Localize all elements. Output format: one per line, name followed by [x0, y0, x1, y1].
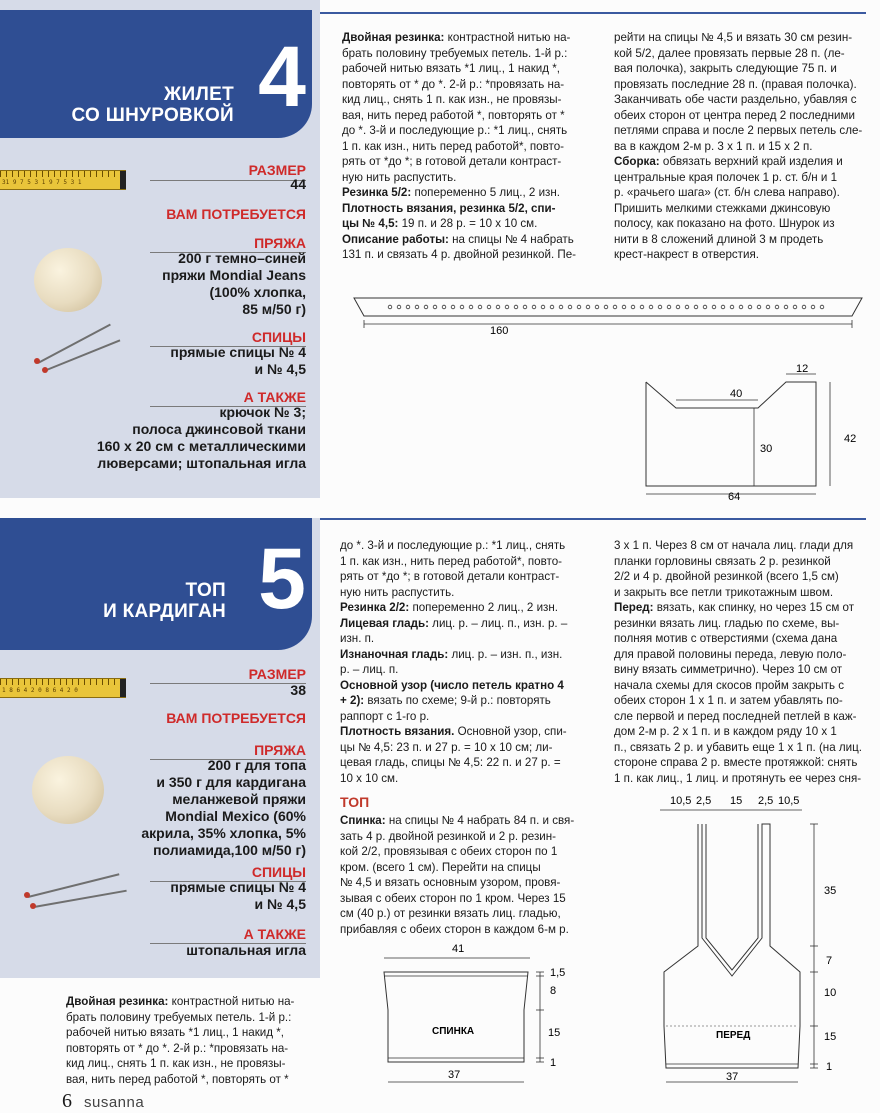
text-line: планки горловины связать 2 р. резинкой — [614, 554, 831, 568]
text-line: вая полочка), закрыть следующие 75 п. и — [614, 62, 837, 75]
project4-title-line2: СО ШНУРОВКОЙ — [71, 105, 234, 126]
grommet-hole — [433, 305, 437, 309]
tape-measure-icon: 31 9 7 5 3 1 9 7 5 3 1 — [0, 170, 126, 190]
text-line: кой 5/2, далее провязать первые 28 п. (ле- — [614, 46, 845, 60]
text-line: для правой половины переда, левую поло- — [614, 647, 847, 661]
text-line: начала схемы для скосов пройм закрыть с — [614, 678, 845, 692]
project4-title-line1: ЖИЛЕТ — [164, 84, 234, 105]
text-line: повторять от * до *. 2-й р.: *провязать на- — [342, 77, 565, 91]
needles-heading: СПИЦЫ — [251, 329, 306, 345]
text-line: до *. 3-й и последующие р.: *1 лиц., снять — [340, 539, 566, 552]
needles-text — [170, 344, 306, 378]
grommet-hole — [532, 305, 536, 309]
grommet-hole — [802, 305, 806, 309]
needles-line: прямые спицы № 4 — [170, 344, 306, 360]
needles-line: прямые спицы № 4 — [170, 879, 306, 895]
text-line: кид лиц., снять 1 п. как изн., не провязы- — [66, 1057, 286, 1070]
text-line: рять от *до *; в готовой детали контраст- — [342, 155, 562, 168]
section-rule — [320, 518, 866, 520]
front-dim-top-1: 2,5 — [696, 795, 712, 807]
also-line: полоса джинсовой ткани — [132, 421, 306, 437]
also-heading: А ТАКЖЕ — [243, 389, 306, 405]
need-heading: ВАМ ПОТРЕБУЕТСЯ — [166, 206, 306, 222]
grommet-hole — [739, 305, 743, 309]
also-text — [97, 404, 306, 472]
front-dim-top-3: 2,5 — [758, 795, 774, 807]
also-line: крючок № 3; — [219, 404, 306, 420]
grommet-hole — [487, 305, 491, 309]
project5-header — [0, 518, 312, 650]
front-dim-3: 10 — [824, 987, 837, 999]
text-line: изн. п. — [340, 632, 375, 645]
grommet-hole — [514, 305, 518, 309]
front-dim-top-2: 15 — [730, 795, 743, 807]
dim-corner: 12 — [796, 363, 809, 375]
front-dim-top-4: 10,5 — [778, 795, 800, 807]
grommet-hole — [406, 305, 410, 309]
text-line: Заканчивать обе части раздельно, убавляя с — [614, 93, 857, 106]
back-dim-4: 1 — [550, 1057, 557, 1069]
grommet-hole — [667, 305, 671, 309]
yarn-heading: ПРЯЖА — [254, 742, 306, 758]
dim-inner-height: 30 — [760, 443, 773, 455]
text-line: зать 4 р. двойной резинкой и 2 р. резин- — [340, 829, 557, 843]
text-line: обеих сторон от центра перед 2 последними — [614, 108, 855, 122]
needles-text — [170, 879, 306, 913]
grommet-hole — [586, 305, 590, 309]
grommet-hole — [703, 305, 707, 309]
text-line: рабочей нитью вязать *1 лиц., 1 накид *, — [342, 62, 560, 75]
yarn-line: акрила, 35% хлопка, 5% — [141, 825, 306, 841]
grommet-hole — [568, 305, 572, 309]
denim-strip-diagram — [350, 290, 870, 346]
text-line: обеих сторон 1 х 1 п. и затем убавлять по- — [614, 694, 843, 707]
text-line: см (40 р.) от резинки вязать лиц. гладью, — [340, 907, 561, 920]
project4-text-col1 — [342, 30, 596, 263]
dim-total-height: 42 — [844, 433, 857, 445]
grommet-hole — [640, 305, 644, 309]
text-line: р. – лиц. п. — [340, 663, 399, 676]
grommet-hole — [496, 305, 500, 309]
text-line: Плотность вязания. Основной узор, спи- — [340, 725, 567, 738]
text-line: Двойная резинка: контрастной нитью на- — [342, 31, 571, 44]
dim-top: 40 — [730, 388, 743, 400]
dim-bottom: 64 — [728, 491, 741, 502]
magazine-name: susanna — [84, 1094, 145, 1111]
yarn-line: (100% хлопка, — [209, 284, 306, 300]
divider — [150, 180, 306, 181]
text-line: брать половину требуемых петель. 1-й р.: — [342, 46, 568, 60]
text-line: повторять от * до *. 2-й р.: *провязать на- — [66, 1041, 289, 1055]
needles-heading: СПИЦЫ — [251, 864, 306, 880]
grommet-hole — [442, 305, 446, 309]
text-line: Сборка: обвязать верхний край изделия и — [614, 155, 843, 168]
text-line: цевая гладь, спицы № 4,5: 22 п. и 27 р. = — [340, 756, 561, 769]
grommet-hole — [415, 305, 419, 309]
text-line: сле первой и перед последней петлей в каж- — [614, 709, 857, 723]
divider — [150, 683, 306, 684]
text-line: ную нить распустить. — [342, 170, 457, 184]
project4-sidebar — [0, 0, 320, 498]
needles-line: и № 4,5 — [254, 361, 306, 377]
project4-text-col2 — [614, 30, 868, 263]
needles-line: и № 4,5 — [254, 896, 306, 912]
grommet-hole — [757, 305, 761, 309]
text-line: рабочей нитью вязать *1 лиц., 1 накид *, — [66, 1026, 284, 1039]
back-dim-bottom: 37 — [448, 1069, 461, 1081]
text-line: петлями справа и после 2 первых петель сле- — [614, 124, 863, 137]
also-line: люверсами; штопальная игла — [97, 455, 306, 471]
back-dim-2: 8 — [550, 985, 557, 997]
text-line: 10 х 10 см. — [340, 771, 399, 785]
yarn-line: Mondial Mexico (60% — [165, 808, 306, 824]
text-line: кой 2/2, провязывая с обеих сторон по 1 — [340, 845, 558, 858]
grommet-hole — [397, 305, 401, 309]
grommet-hole — [748, 305, 752, 309]
text-line: до *. 3-й и последующие р.: *1 лиц., снять — [342, 124, 568, 137]
text-line: + 2): вязать по схеме; 9-й р.: повторять — [340, 694, 551, 707]
yarn-line: пряжи Mondial Jeans — [162, 267, 306, 283]
text-line: Описание работы: на спицы № 4 набрать — [342, 232, 574, 246]
project5-sidebar — [0, 518, 320, 978]
text-line: 1 п. как изн., нить перед работой*, повто- — [342, 139, 565, 153]
size-heading: РАЗМЕР — [248, 666, 306, 682]
grommet-hole — [649, 305, 653, 309]
section-rule — [320, 12, 866, 14]
grommet-hole — [658, 305, 662, 309]
project5-text-col1 — [340, 538, 594, 786]
yarn-ball-icon — [32, 756, 104, 824]
yarn-line: полиамида,100 м/50 г) — [153, 842, 306, 858]
text-line: 3 х 1 п. Через 8 см от начала лиц. глади для — [614, 539, 854, 552]
grommet-hole — [577, 305, 581, 309]
text-line: рейти на спицы № 4,5 и вязать 30 см резин- — [614, 31, 853, 44]
grommet-hole — [388, 305, 392, 309]
yarn-line: 200 г темно–синей — [178, 250, 306, 266]
text-line: ную нить распустить. — [340, 585, 455, 599]
text-line: кид лиц., снять 1 п. как изн., не провязы- — [342, 93, 562, 106]
text-line: полосу, как показано на фото. Шнурок из — [614, 217, 835, 230]
grommet-hole — [694, 305, 698, 309]
grommet-hole — [469, 305, 473, 309]
text-line: Перед: вязать, как спинку, но через 15 см от — [614, 601, 855, 614]
grommet-hole — [784, 305, 788, 309]
front-dim-1: 35 — [824, 885, 837, 897]
back-dim-3: 15 — [548, 1027, 561, 1039]
text-line: Резинка 2/2: попеременно 2 лиц., 2 изн. — [340, 601, 558, 614]
grommet-hole — [523, 305, 527, 309]
grommet-hole — [559, 305, 563, 309]
text-line: вая, нить перед работой *, повторять от * — [342, 108, 565, 122]
yarn-line: 85 м/50 г) — [242, 301, 306, 317]
text-line: провязать последние 28 п. (правая полочка). — [614, 77, 857, 91]
text-line: резинки вязать лиц. гладью по схеме, вы- — [614, 616, 840, 630]
text-line: и закрыть все петли трикотажным швом. — [614, 585, 834, 599]
need-heading: ВАМ ПОТРЕБУЕТСЯ — [166, 710, 306, 726]
front-dim-bottom: 37 — [726, 1071, 739, 1083]
text-line: центральные края полочек 1 р. ст. б/н и 1 — [614, 170, 838, 184]
size-value: 38 — [290, 682, 306, 698]
front-diagram — [650, 792, 872, 1092]
text-line: Пришить мелкими стежками джинсовую — [614, 201, 831, 215]
text-line: п., связать 2 р. и убавить еще 1 х 1 п. (на лиц. — [614, 740, 862, 754]
text-line: дом 2-м р. 2 х 1 п. и в каждом ряду 10 х 1 — [614, 725, 837, 738]
size-heading: РАЗМЕР — [248, 162, 306, 178]
grommet-hole — [424, 305, 428, 309]
grommet-hole — [775, 305, 779, 309]
also-text — [186, 942, 306, 959]
front-dim-2: 7 — [826, 955, 833, 967]
yarn-heading: ПРЯЖА — [254, 235, 306, 251]
text-line: нити в 8 сложений длиной 3 м продеть — [614, 232, 824, 246]
text-line: Основной узор (число петель кратно 4 — [340, 678, 564, 692]
text-line: цы № 4,5: 19 п. и 28 р. = 10 х 10 см. — [342, 217, 538, 230]
text-line: 2/2 и 4 р. двойной резинкой (всего 1,5 см) — [614, 570, 839, 583]
page-number: 6 — [62, 1090, 72, 1112]
size-value: 44 — [290, 176, 306, 192]
text-line: прибавляя с обеих сторон в каждом 6-м р. — [340, 922, 569, 936]
grommet-hole — [550, 305, 554, 309]
grommet-hole — [730, 305, 734, 309]
grommet-hole — [460, 305, 464, 309]
grommet-hole — [811, 305, 815, 309]
text-line: Изнаночная гладь: лиц. р. – изн. п., изн. — [340, 647, 563, 661]
text-line: ва в каждом 2-м р. 3 х 1 п. и 15 х 2 п. — [614, 139, 813, 153]
text-line: Лицевая гладь: лиц. р. – лиц. п., изн. р. – — [340, 616, 568, 630]
yarn-text — [162, 250, 306, 318]
project5-number: 5 — [258, 531, 306, 627]
grommet-hole — [793, 305, 797, 309]
yarn-line: 200 г для топа — [207, 757, 306, 773]
text-line: кром. (всего 1 см). Перейти на спицы — [340, 860, 541, 874]
project4-number: 4 — [258, 29, 306, 125]
grommet-hole — [613, 305, 617, 309]
grommet-hole — [595, 305, 599, 309]
grommet-hole — [505, 305, 509, 309]
text-line: Плотность вязания, резинка 5/2, спи- — [342, 201, 556, 215]
top-section-heading: ТОП — [340, 794, 370, 810]
text-line: крест-накрест в отверстия. — [614, 248, 759, 261]
project5-left-text — [66, 994, 318, 1087]
back-label: СПИНКА — [432, 1026, 475, 1037]
text-line: р. «рачьего шага» (ст. б/н слева направо). — [614, 186, 840, 199]
text-line: Резинка 5/2: попеременно 5 лиц., 2 изн. — [342, 186, 560, 199]
also-heading: А ТАКЖЕ — [243, 926, 306, 942]
project4-title — [72, 84, 235, 126]
grommet-hole — [712, 305, 716, 309]
tape-measure-icon: 1 8 6 4 2 0 8 6 4 2 0 — [0, 678, 126, 698]
grommet-hole — [478, 305, 482, 309]
grommet-hole — [685, 305, 689, 309]
text-line: раппорт с 1-го р. — [340, 709, 430, 723]
grommet-hole — [631, 305, 635, 309]
grommet-hole — [721, 305, 725, 309]
project5-text-col1b — [340, 813, 594, 937]
grommet-hole — [820, 305, 824, 309]
yarn-line: и 350 г для кардигана — [156, 774, 306, 790]
vest-diagram — [636, 362, 870, 502]
yarn-text — [141, 757, 306, 859]
strip-length-label: 160 — [490, 325, 509, 337]
back-dim-1: 1,5 — [550, 967, 566, 979]
yarn-ball-icon — [34, 248, 102, 312]
text-line: вину вязать симметрично). Через 10 см от — [614, 663, 843, 676]
grommet-hole — [622, 305, 626, 309]
project5-title-line2: И КАРДИГАН — [103, 601, 226, 622]
yarn-line: меланжевой пряжи — [172, 791, 306, 807]
text-line: Спинка: на спицы № 4 набрать 84 п. и свя- — [340, 814, 575, 827]
grommet-hole — [676, 305, 680, 309]
also-line: штопальная игла — [186, 942, 306, 958]
back-diagram — [368, 938, 578, 1090]
project5-text-col2 — [614, 538, 868, 786]
text-line: брать половину требуемых петель. 1-й р.: — [66, 1010, 292, 1024]
text-line: вая, нить перед работой *, повторять от * — [66, 1072, 289, 1086]
grommet-hole — [604, 305, 608, 309]
grommet-hole — [766, 305, 770, 309]
text-line: рять от *до *; в готовой детали контраст- — [340, 570, 560, 583]
text-line: 131 п. и связать 4 р. двойной резинкой. Пе- — [342, 248, 577, 261]
back-dim-top: 41 — [452, 943, 465, 955]
text-line: 1 п. как лиц., 1 лиц. и протянуть ее через сня- — [614, 771, 862, 785]
also-line: 160 х 20 см с металлическими — [96, 438, 306, 454]
front-dim-top-0: 10,5 — [670, 795, 692, 807]
text-line: № 4,5 и вязать основным узором, провя- — [340, 876, 561, 889]
grommet-hole — [541, 305, 545, 309]
text-line: полняя мотив с отверстиями (схема дана — [614, 632, 838, 645]
project5-title-line1: ТОП — [185, 580, 226, 601]
text-line: зывая с обеих сторон по 1 кром. Через 15 — [340, 891, 566, 905]
front-label: ПЕРЕД — [716, 1030, 751, 1041]
front-dim-5: 1 — [826, 1061, 833, 1073]
text-line: 1 п. как изн., нить перед работой*, повто- — [340, 554, 563, 568]
front-dim-4: 15 — [824, 1031, 837, 1043]
text-line: стороне справа 2 р. вместе протяжкой: снять — [614, 756, 858, 769]
text-line: цы № 4,5: 23 п. и 27 р. = 10 х 10 см; ли- — [340, 740, 553, 754]
project4-header — [0, 10, 312, 138]
project5-title — [103, 580, 226, 622]
grommet-hole — [451, 305, 455, 309]
text-line: Двойная резинка: контрастной нитью на- — [66, 995, 295, 1008]
